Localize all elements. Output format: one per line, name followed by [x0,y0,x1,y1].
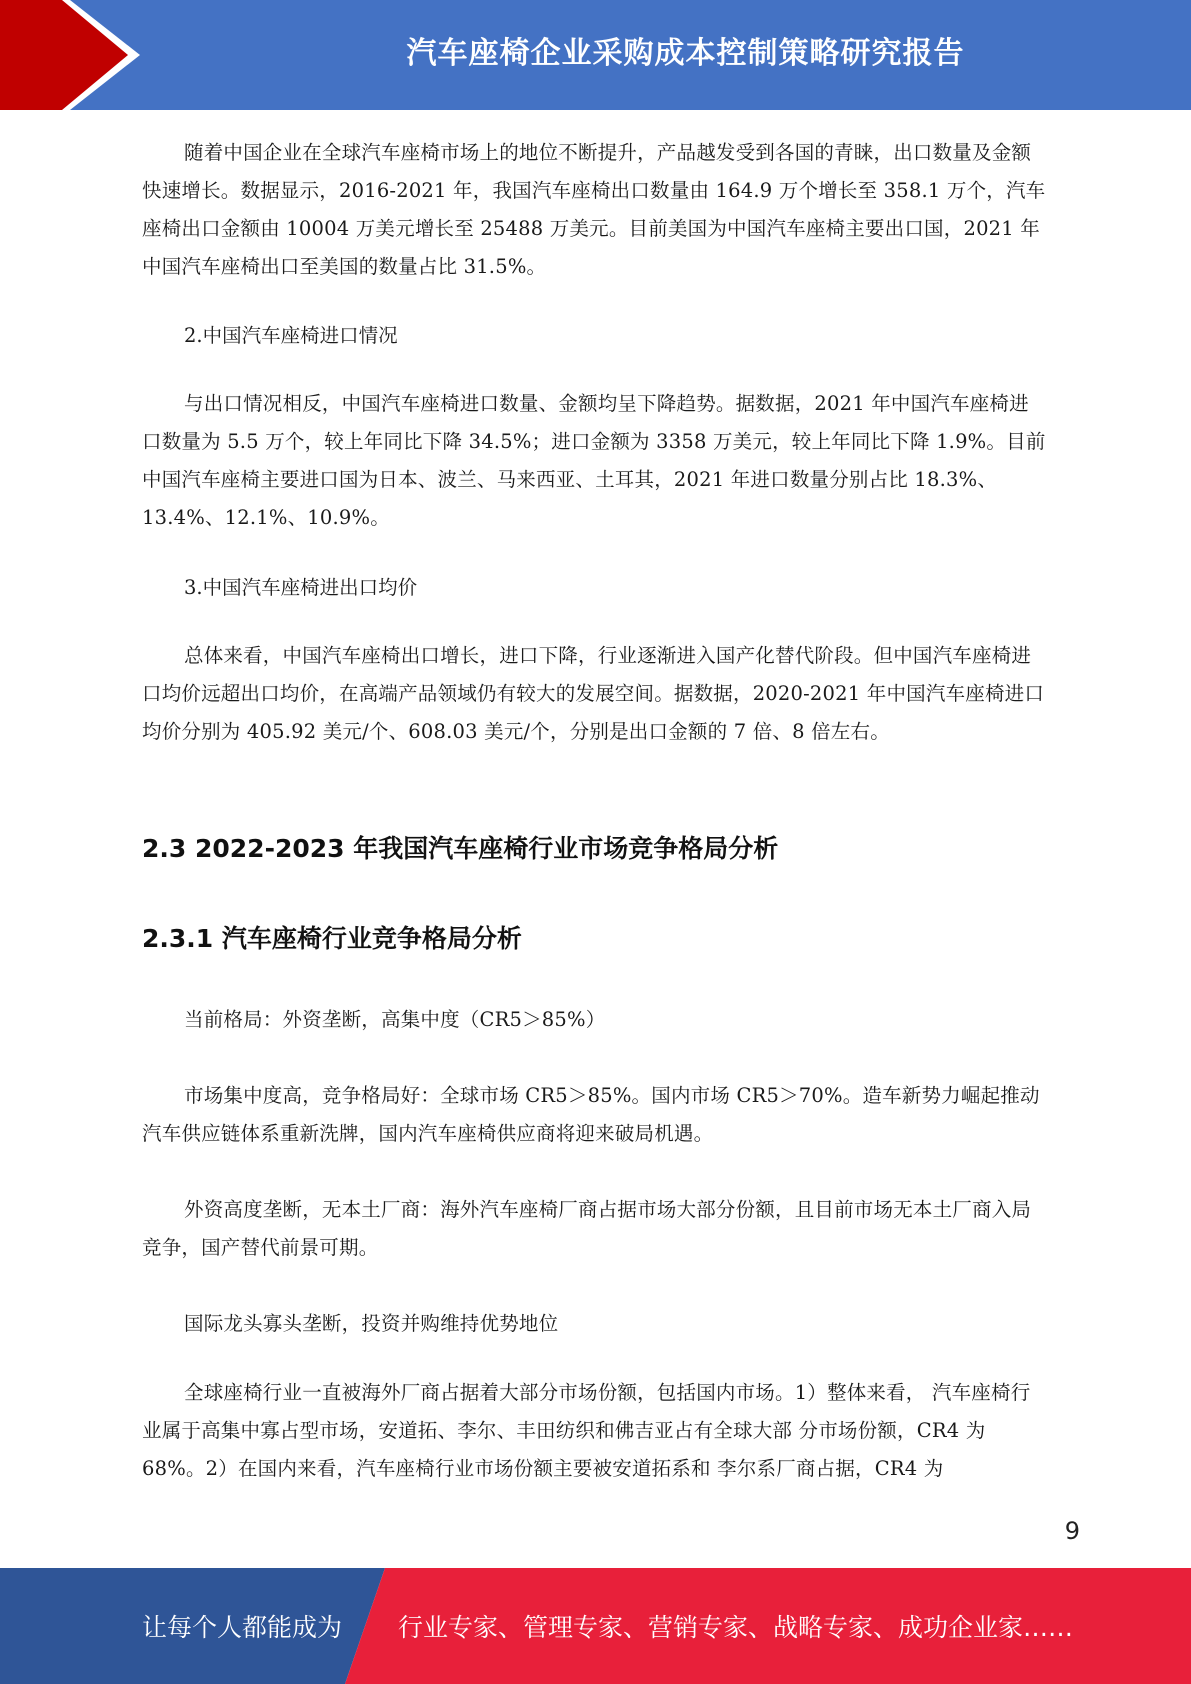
paragraph-foreign-monopoly: 外资高度垄断，无本土厂商：海外汽车座椅厂商占据市场大部分份额，且目前市场无本土厂商入局竞争，国产替代前景可期。 [142,1198,1032,1259]
page-footer [0,1568,1191,1684]
subheading-avg-price: 3.中国汽车座椅进出口均价 [184,576,418,599]
paragraph-global-share: 全球座椅行业一直被海外厂商占据着大部分市场份额，包括国内市场。1）整体来看， 汽车座椅行业属于高集中寡占型市场，安道拓、李尔、丰田纺织和佛吉亚占有全球大部 分市场份额，CR4 为 68%。2）在国内来看，汽车座椅行业市场份额主要被安道拓系和 李尔系厂商占据，CR4 为 [142,1381,1031,1480]
section-heading-2-3-1: 2.3.1 汽车座椅行业竞争格局分析 [142,924,522,953]
paragraph-avg-price: 总体来看，中国汽车座椅出口增长，进口下降，行业逐渐进入国产化替代阶段。但中国汽车座椅进口均价远超出口均价，在高端产品领域仍有较大的发展空间。据数据，2020-2021 年中国汽车座椅进口均价分别为 405.92 美元/个、608.03 美元/个，分别是出口金额的 7 倍、8 倍左右。 [142,644,1045,743]
paragraph-current-pattern: 当前格局：外资垄断，高集中度（CR5＞85%） [184,1008,606,1031]
paragraph-oligopoly: 国际龙头寡头垄断，投资并购维持优势地位 [184,1312,559,1335]
footer-slogan-left: 让每个人都能成为 [142,1613,343,1642]
subheading-import: 2.中国汽车座椅进口情况 [184,324,398,347]
paragraph-import-decline: 与出口情况相反，中国汽车座椅进口数量、金额均呈下降趋势。据数据，2021 年中国汽车座椅进口数量为 5.5 万个，较上年同比下降 34.5%；进口金额为 3358 万美元，较上年同比下降 1.9%。目前中国汽车座椅主要进口国为日本、波兰、马来西亚、土耳其，2021 年进口数量分别占比 18.3%、13.4%、12.1%、10.9%。 [142,392,1046,529]
page-header [0,0,1191,110]
paragraph-export-growth: 随着中国企业在全球汽车座椅市场上的地位不断提升，产品越发受到各国的青睐，出口数量及金额快速增长。数据显示，2016-2021 年，我国汽车座椅出口数量由 164.9 万个增长至 358.1 万个，汽车座椅出口金额由 10004 万美元增长至 25488 万美元。目前美国为中国汽车座椅主要出口国，2021 年中国汽车座椅出口至美国的数量占比 31.5%。 [142,141,1046,278]
header-title: 汽车座椅企业采购成本控制策略研究报告 [406,36,965,71]
section-heading-2-3: 2.3 2022-2023 年我国汽车座椅行业市场竞争格局分析 [142,834,779,863]
paragraph-concentration: 市场集中度高，竞争格局好：全球市场 CR5＞85%。国内市场 CR5＞70%。造车新势力崛起推动汽车供应链体系重新洗牌，国内汽车座椅供应商将迎来破局机遇。 [142,1084,1040,1145]
footer-slogan-right: 行业专家、管理专家、营销专家、战略专家、成功企业家…… [398,1613,1074,1642]
page-number: 9 [1064,1517,1080,1545]
